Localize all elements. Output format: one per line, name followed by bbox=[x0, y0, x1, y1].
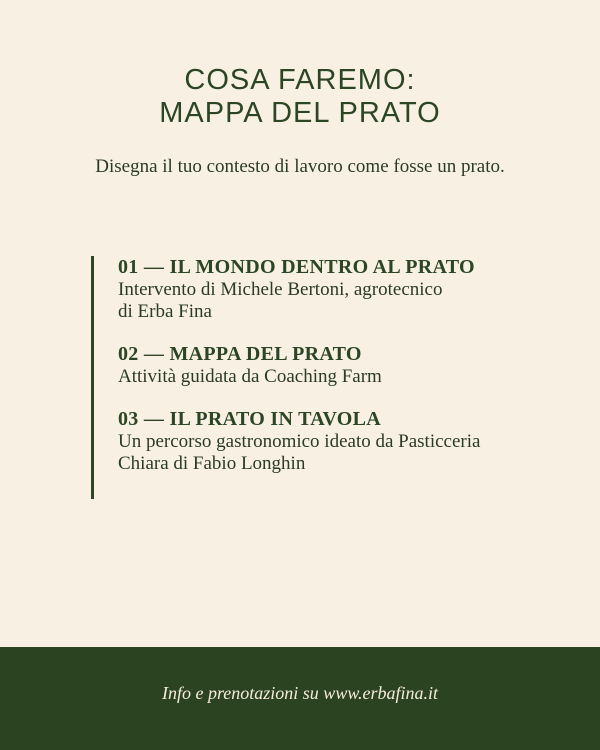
agenda-item-heading: 03 — IL PRATO IN TAVOLA bbox=[118, 408, 382, 430]
agenda-item-description: Un percorso gastronomico ideato da Pasticceria Chiara di Fabio Longhin bbox=[118, 431, 481, 474]
title-line-1: COSA FAREMO: bbox=[184, 64, 416, 96]
agenda-item-description: Intervento di Michele Bertoni, agrotecnico di Erba Fina bbox=[118, 279, 443, 322]
agenda-item-heading: 01 — IL MONDO DENTRO AL PRATO bbox=[118, 256, 475, 278]
footer-info-text: Info e prenotazioni su www.erbafina.it bbox=[161, 683, 438, 703]
agenda-item-1 bbox=[118, 256, 561, 323]
title-line-2: MAPPA DEL PRATO bbox=[159, 97, 441, 129]
agenda-item-3 bbox=[118, 408, 561, 475]
subtitle: Disegna il tuo contesto di lavoro come fosse un prato. bbox=[95, 156, 505, 177]
agenda-list bbox=[91, 256, 561, 499]
agenda-item-heading: 02 — MAPPA DEL PRATO bbox=[118, 343, 362, 365]
agenda-item-2 bbox=[118, 343, 561, 388]
agenda-item-description: Attività guidata da Coaching Farm bbox=[118, 366, 382, 387]
page-title bbox=[0, 64, 600, 130]
footer-band bbox=[0, 647, 600, 750]
